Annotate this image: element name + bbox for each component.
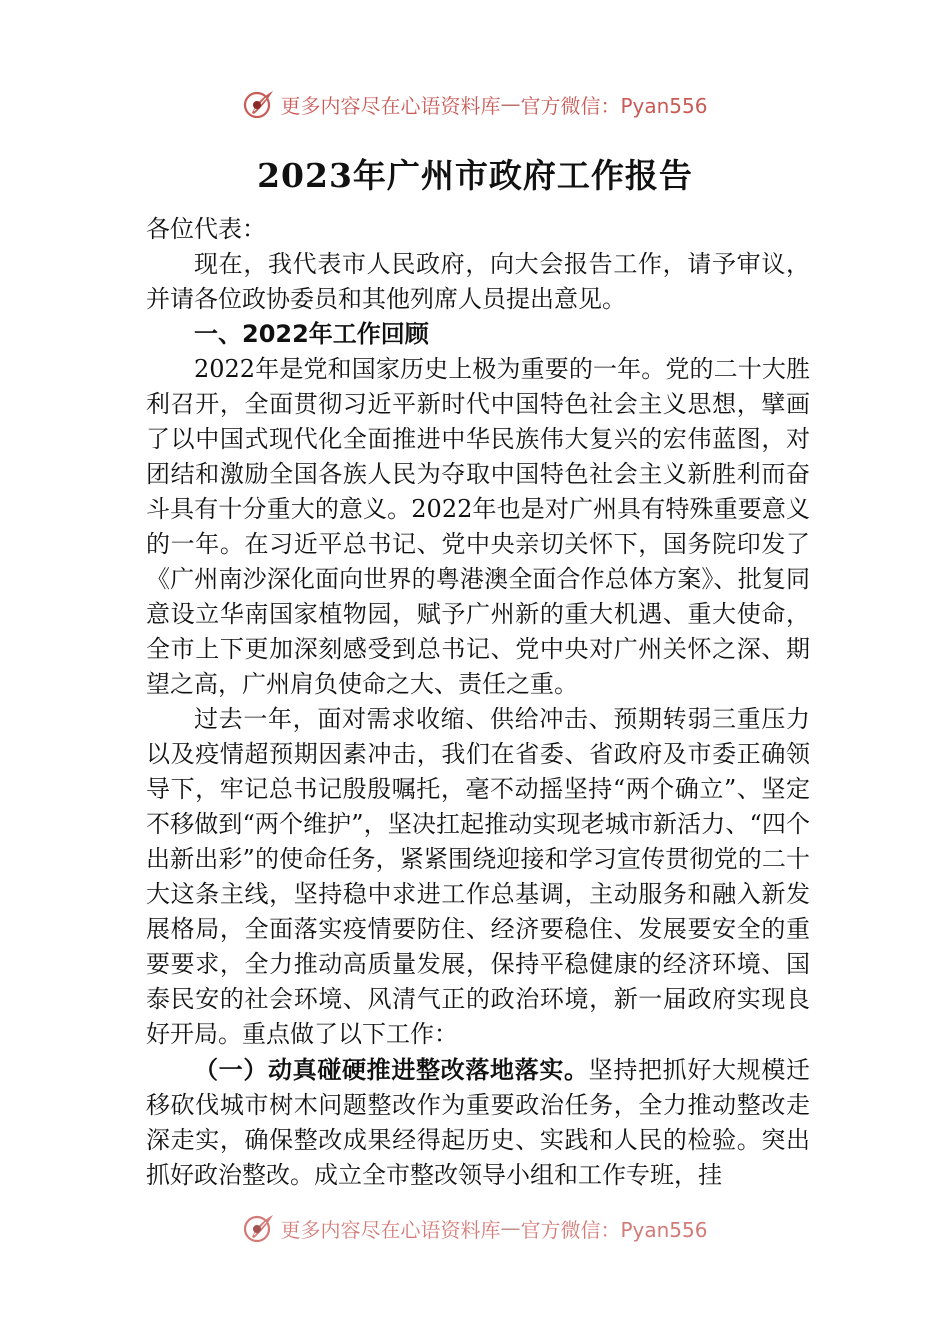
watermark-separator: — xyxy=(500,92,521,116)
salutation: 各位代表： xyxy=(146,215,266,243)
feather-logo-icon xyxy=(242,1211,276,1245)
watermark-text: 更多内容尽在心语资料库 xyxy=(280,93,501,118)
watermark-wechat: 官方微信：Pyan556 xyxy=(520,93,708,118)
watermark-separator: — xyxy=(500,1216,521,1240)
document-body xyxy=(146,212,810,1193)
feather-logo-icon xyxy=(242,87,276,121)
paragraph-1: 2022年是党和国家历史上极为重要的一年。党的二十大胜利召开，全面贯彻习近平新时代中国特色社会主义思想，擘画了以中国式现代化全面推进中华民族伟大复兴的宏伟蓝图，对团结和激励全国各族人民为夺取中国特色社会主义新胜利而奋斗具有十分重大的意义。2022年也是对广州具有特殊重要意义的一年。在习近平总书记、党中央亲切关怀下，国务院印发了《广州南沙深化面向世界的粤港澳全面合作总体方案》、批复同意设立华南国家植物园，赋予广州新的重大机遇、重大使命，全市上下更加深刻感受到总书记、党中央对广州关怀之深、期望之高，广州肩负使命之大、责任之重。 xyxy=(146,355,810,698)
watermark-header xyxy=(0,84,950,124)
paragraph-3 xyxy=(146,1052,810,1193)
paragraph-2: 过去一年，面对需求收缩、供给冲击、预期转弱三重压力以及疫情超预期因素冲击，我们在省委、省政府及市委正确领导下，牢记总书记殷殷嘱托，毫不动摇坚持“两个确立”、坚定不移做到“两个维护”，坚决扛起推动实现老城市新活力、“四个出新出彩”的使命任务，紧紧围绕迎接和学习宣传贯彻党的二十大这条主线，坚持稳中求进工作总基调，主动服务和融入新发展格局，全面落实疫情要防住、经济要稳住、发展要安全的重要要求，全力推动高质量发展，保持平稳健康的经济环境、国泰民安的社会环境、风清气正的政治环境，新一届政府实现良好开局。重点做了以下工作： xyxy=(146,705,810,1048)
watermark-wechat: 官方微信：Pyan556 xyxy=(520,1217,708,1242)
intro-paragraph: 现在，我代表市人民政府，向大会报告工作，请予审议，并请各位政协委员和其他列席人员提出意见。 xyxy=(146,250,810,313)
watermark-footer xyxy=(0,1208,950,1248)
watermark-text: 更多内容尽在心语资料库 xyxy=(280,1217,501,1242)
paragraph-3-text: 坚持把抓好大规模迁移砍伐城市树木问题整改作为重要政治任务，全力推动整改走深走实，确保整改成果经得起历史、实践和人民的检验。突出抓好政治整改。成立全市整改领导小组和工作专班，挂 xyxy=(146,1056,811,1189)
section-heading: 一、2022年工作回顾 xyxy=(194,320,429,348)
page-title: 2023年广州市政府工作报告 xyxy=(257,156,693,195)
paragraph-3-lead: （一）动真碰硬推进整改落地落实。 xyxy=(194,1055,589,1084)
